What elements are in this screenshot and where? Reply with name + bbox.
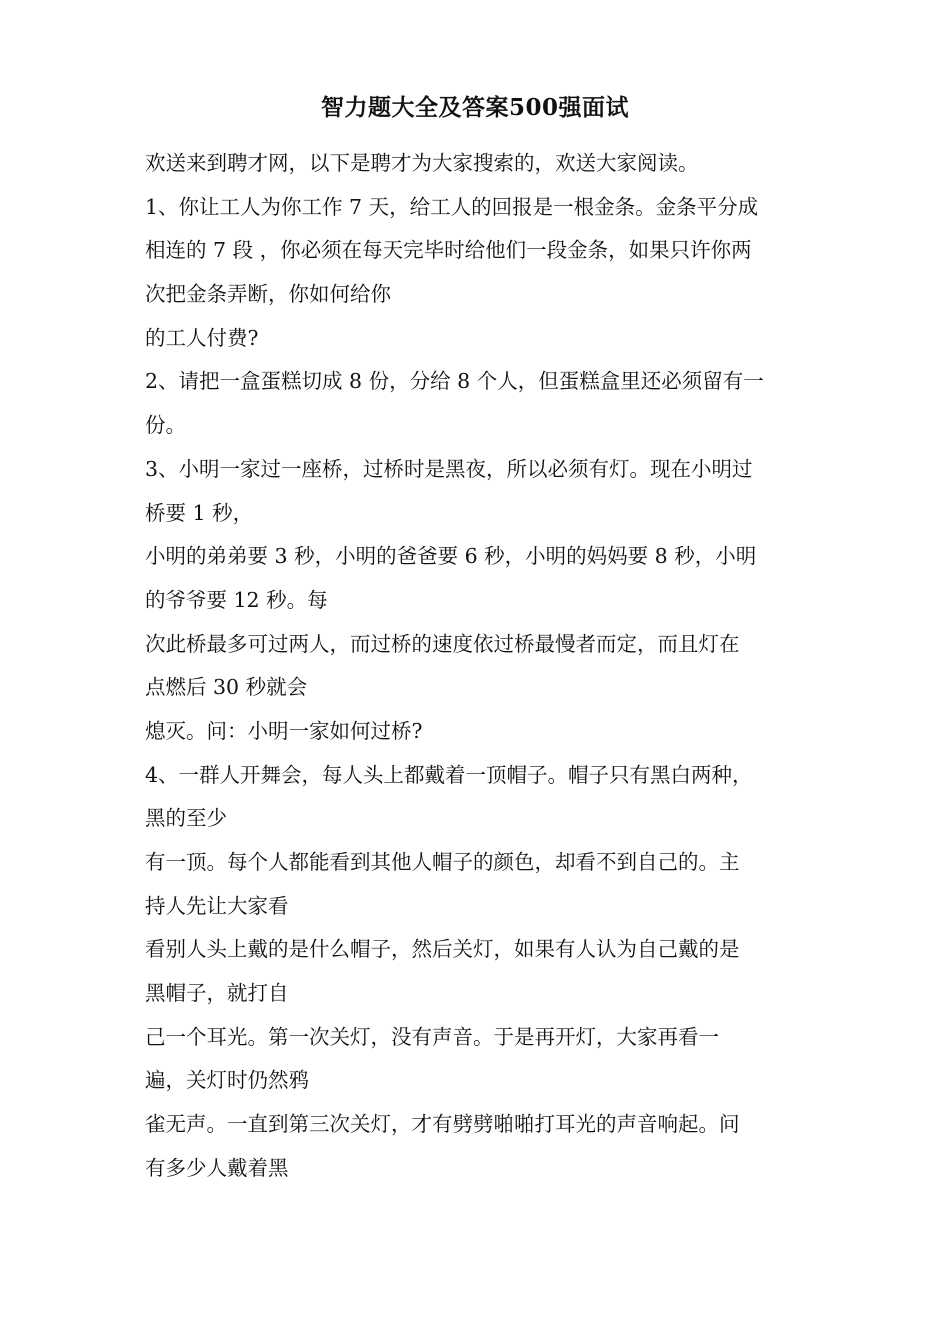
document-body [145, 142, 813, 1191]
text-line: 有一顶。每个人都能看到其他人帽子的颜色，却看不到自己的。主 [145, 850, 740, 874]
text-line: 的工人付费? [145, 325, 259, 350]
text-line: 点燃后 30 秒就会 [145, 675, 308, 700]
text-line: 有多少人戴着黑 [145, 1155, 289, 1180]
text-line: 雀无声。一直到第三次关灯，才有劈劈啪啪打耳光的声音响起。问 [145, 1112, 740, 1137]
text-line: 黑的至少 [145, 806, 227, 831]
text-line: 黑帽子，就打自 [145, 981, 289, 1006]
text-line: 的爷爷要 12 秒。每 [145, 587, 328, 612]
text-line: 遍，关灯时仍然鸦 [145, 1068, 309, 1093]
text-line: 己一个耳光。第一次关灯，没有声音。于是再开灯，大家再看一 [145, 1024, 719, 1049]
document-title: 智力题大全及答案500强面试 [320, 94, 629, 121]
text-line: 欢送来到聘才网，以下是聘才为大家搜索的，欢送大家阅读。 [145, 151, 699, 175]
text-line: 桥要 1 秒， [145, 500, 254, 525]
text-line: 看别人头上戴的是什么帽子，然后关灯，如果有人认为自己戴的是 [145, 937, 740, 962]
text-line: 熄灭。问：小明一家如何过桥? [145, 718, 423, 743]
text-line: 2、请把一盒蛋糕切成 8 份，分给 8 个人，但蛋糕盒里还必须留有一 [145, 369, 764, 394]
text-line: 相连的 7 段 ，你必须在每天完毕时给他们一段金条，如果只许你两 [145, 238, 752, 263]
text-line: 持人先让大家看 [145, 893, 289, 918]
text-line: 4、一群人开舞会，每人头上都戴着一顶帽子。帽子只有黑白两种， [145, 762, 753, 787]
text-line: 3、小明一家过一座桥，过桥时是黑夜，所以必须有灯。现在小明过 [145, 456, 753, 481]
text-line: 次此桥最多可过两人，而过桥的速度依过桥最慢者而定，而且灯在 [145, 631, 740, 656]
text-line: 份。 [145, 413, 186, 438]
text-line: 小明的弟弟要 3 秒，小明的爸爸要 6 秒，小明的妈妈要 8 秒，小明 [145, 544, 757, 569]
text-line: 次把金条弄断，你如何给你 [145, 282, 391, 307]
text-line: 1、你让工人为你工作 7 天，给工人的回报是一根金条。金条平分成 [145, 194, 759, 219]
